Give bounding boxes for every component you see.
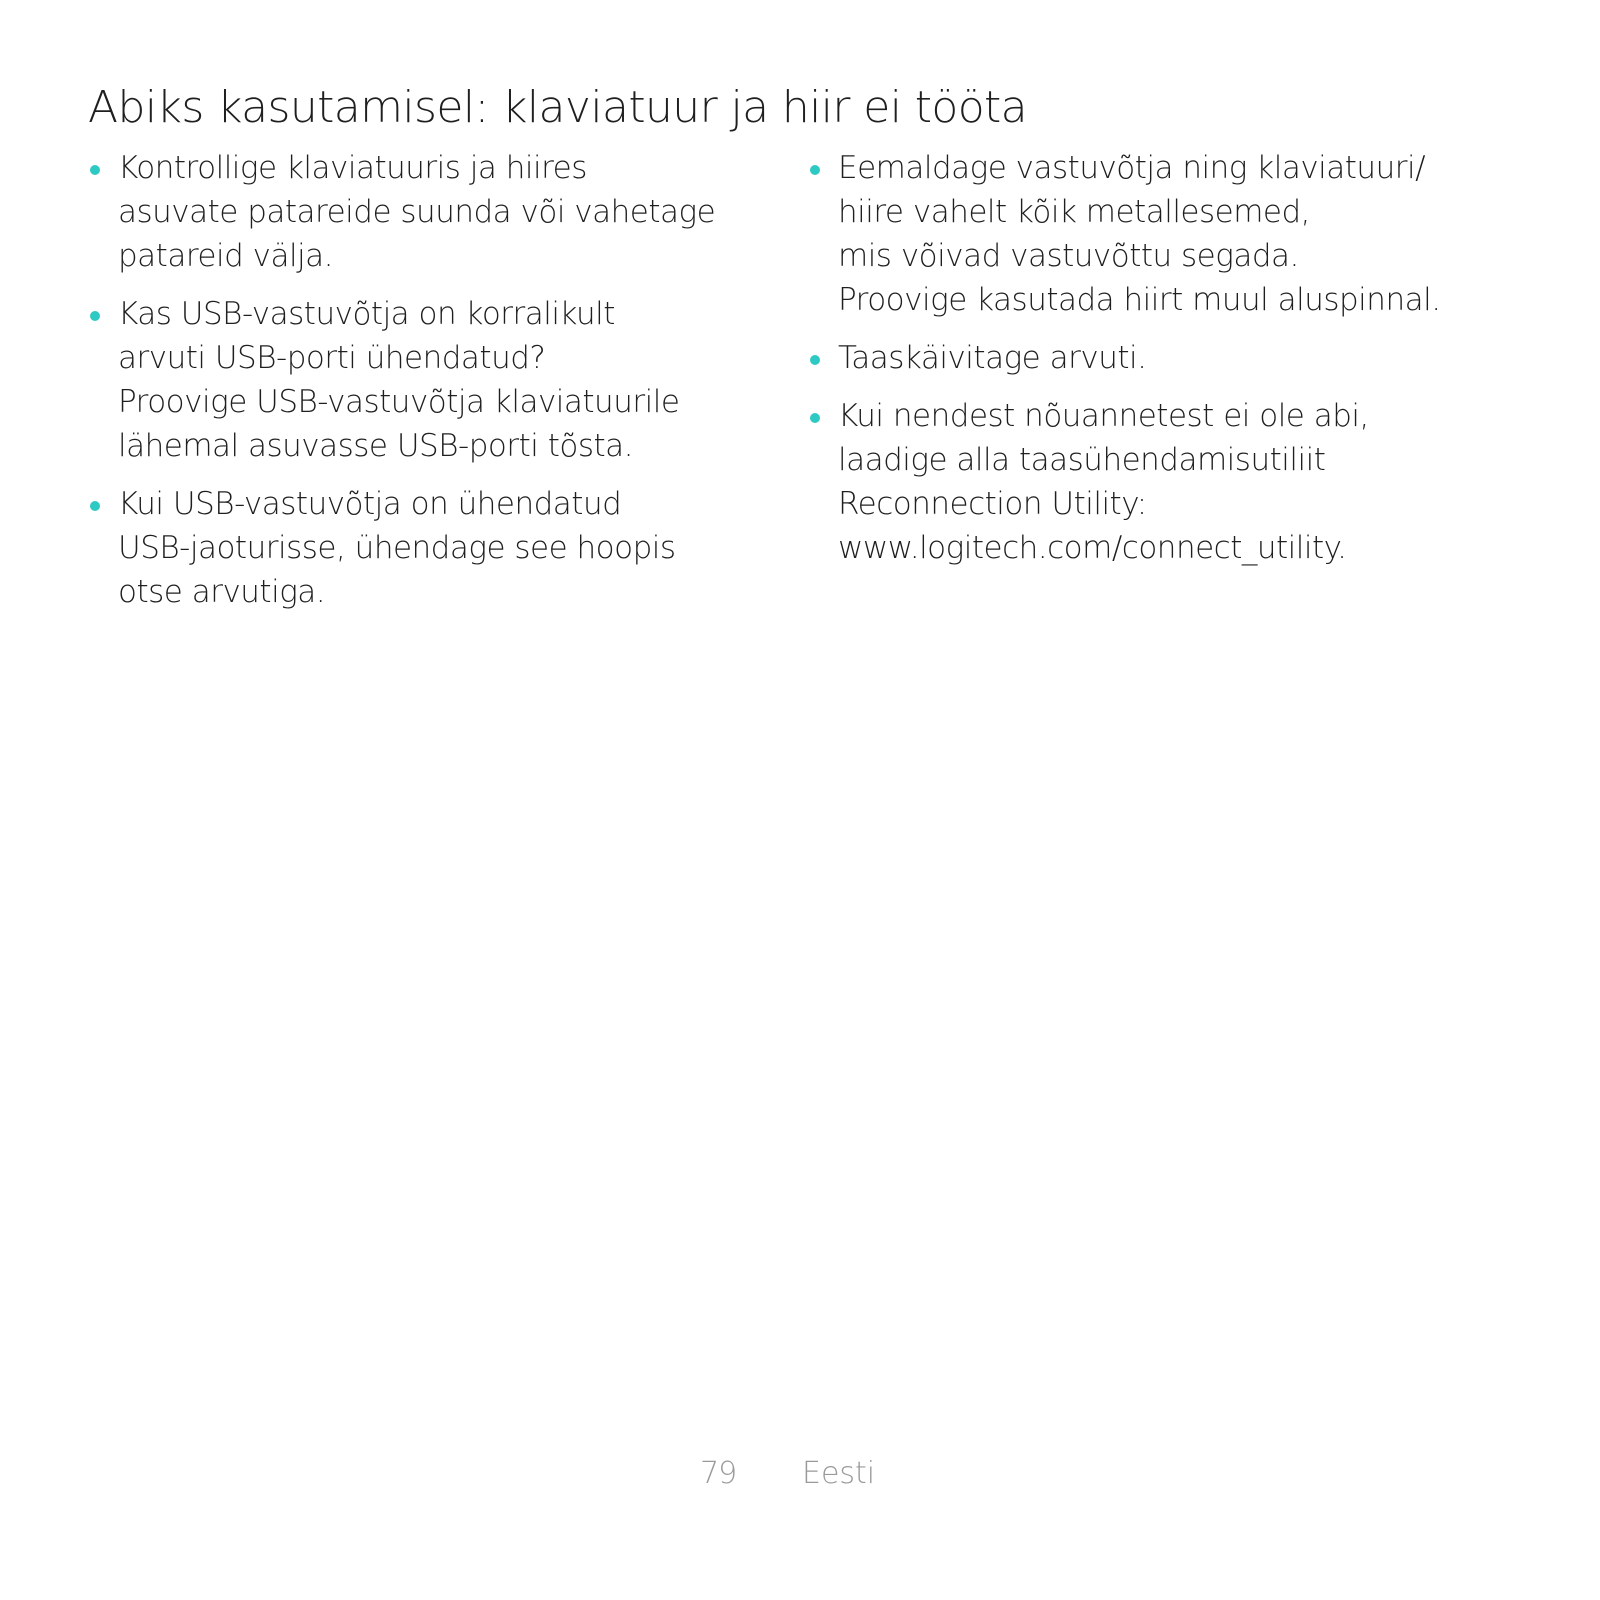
list-item bbox=[88, 146, 788, 278]
list-item-line: Taaskäivitage arvuti. bbox=[838, 340, 1147, 376]
language-label: Eesti bbox=[802, 1456, 876, 1491]
list-item-line: patareid välja. bbox=[118, 238, 334, 274]
list-item bbox=[808, 146, 1588, 322]
bullet-dot-icon bbox=[810, 355, 820, 365]
list-item-line: USB-jaoturisse, ühendage see hoopis bbox=[118, 530, 676, 566]
page-number: 79 bbox=[700, 1456, 737, 1491]
list-item-line: Proovige USB-vastuvõtja klaviatuurile bbox=[118, 384, 680, 420]
bullet-dot-icon bbox=[90, 311, 100, 321]
page-footer bbox=[0, 1452, 1600, 1496]
list-item-line: lähemal asuvasse USB-porti tõsta. bbox=[118, 428, 633, 464]
list-item-line: hiire vahelt kõik metallesemed, bbox=[838, 194, 1311, 230]
list-item-line: Proovige kasutada hiirt muul aluspinnal. bbox=[838, 282, 1441, 318]
left-column-list bbox=[88, 146, 788, 628]
list-item-line: Eemaldage vastuvõtja ning klaviatuuri/ bbox=[838, 150, 1426, 186]
list-item-line: otse arvutiga. bbox=[118, 574, 326, 610]
page-title: Abiks kasutamisel: klaviatuur ja hiir ei tööta bbox=[88, 82, 1028, 133]
list-item-line: Kui USB-vastuvõtja on ühendatud bbox=[118, 486, 622, 522]
list-item-line: mis võivad vastuvõttu segada. bbox=[838, 238, 1299, 274]
right-column-list bbox=[808, 146, 1588, 584]
list-item bbox=[88, 292, 788, 468]
list-item bbox=[808, 336, 1588, 380]
list-item-line: Reconnection Utility: bbox=[838, 486, 1147, 522]
list-item-line: asuvate patareide suunda või vahetage bbox=[118, 194, 716, 230]
list-item bbox=[88, 482, 788, 614]
bullet-dot-icon bbox=[90, 165, 100, 175]
list-item-line: arvuti USB-porti ühendatud? bbox=[118, 340, 546, 376]
utility-url-text: www.logitech.com/connect_utility. bbox=[838, 530, 1347, 566]
bullet-dot-icon bbox=[810, 413, 820, 423]
list-item-line: Kontrollige klaviatuuris ja hiires bbox=[118, 150, 587, 186]
list-item-line: laadige alla taasühendamisutiliit bbox=[838, 442, 1326, 478]
list-item bbox=[808, 394, 1588, 570]
list-item-line: Kui nendest nõuannetest ei ole abi, bbox=[838, 398, 1369, 434]
bullet-dot-icon bbox=[810, 165, 820, 175]
bullet-dot-icon bbox=[90, 501, 100, 511]
list-item-line: Kas USB-vastuvõtja on korralikult bbox=[118, 296, 615, 332]
